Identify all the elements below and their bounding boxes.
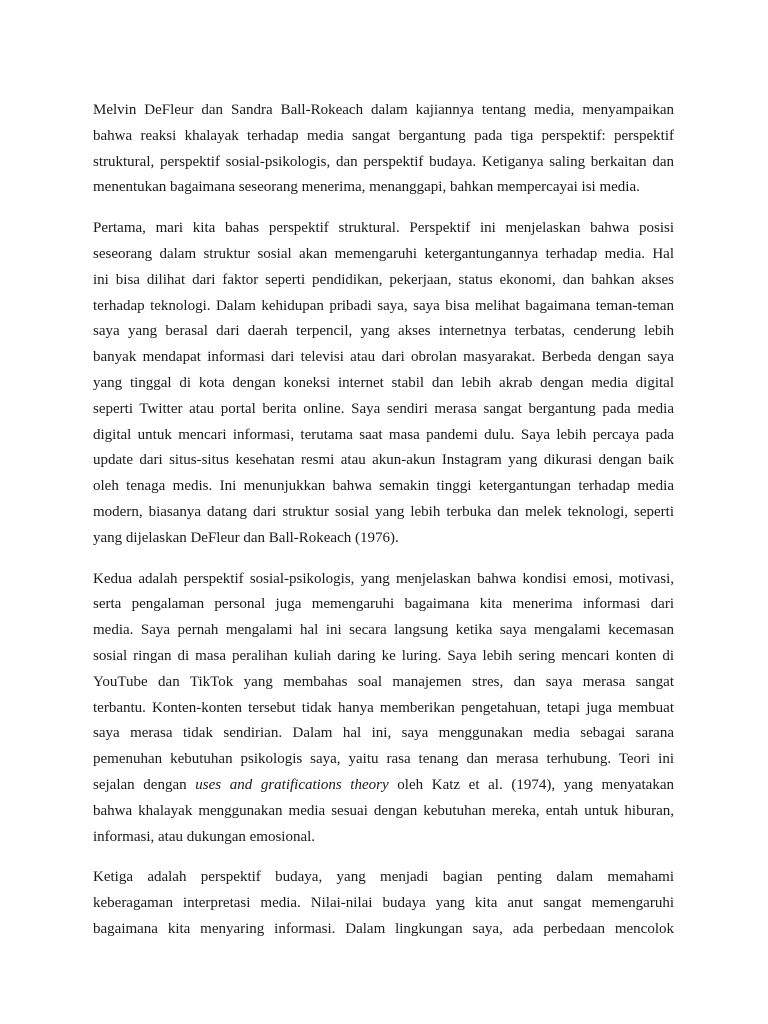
- text-line: saya merasa tidak sendirian. Dalam hal ini, saya menggunakan media sebagai sarana: [93, 725, 674, 742]
- text-line: oleh tenaga medis. Ini menunjukkan bahwa semakin tinggi ketergantungan terhadap media: [93, 478, 674, 495]
- text-line: media. Saya pernah mengalami hal ini secara langsung ketika saya mengalami kecemasan: [93, 622, 674, 639]
- text-line: bagaimana kita menyaring informasi. Dalam lingkungan saya, ada perbedaan mencolok: [93, 920, 674, 937]
- text-line: terhadap teknologi. Dalam kehidupan pribadi saya, saya bisa melihat bagaimana teman-teman: [93, 297, 674, 314]
- theory-name: uses and gratifications theory: [195, 776, 389, 793]
- text-line: Ketiga adalah perspektif budaya, yang menjadi bagian penting dalam memahami: [93, 869, 674, 886]
- text-line: digital untuk mencari informasi, terutama saat masa pandemi dulu. Saya lebih percaya pada: [93, 426, 674, 443]
- text-line: keberagaman interpretasi media. Nilai-nilai budaya yang kita anut sangat memengaruhi: [93, 895, 674, 912]
- text-line: update dari situs-situs kesehatan resmi atau akun-akun Instagram yang dikurasi dengan baik: [93, 452, 674, 469]
- text-line-with-italic: [93, 773, 674, 799]
- text-line: serta pengalaman personal juga memengaruhi bagaimana kita menerima informasi dari: [93, 596, 674, 613]
- text-line: sosial ringan di masa peralihan kuliah daring ke luring. Saya lebih sering mencari konten di: [93, 647, 674, 664]
- text-line: informasi, atau dukungan emosional.: [93, 828, 316, 845]
- text-line: bahwa khalayak menggunakan media sesuai dengan kebutuhan mereka, entah untuk hiburan,: [93, 802, 674, 819]
- paragraph-cultural: [93, 865, 674, 942]
- text-line: Melvin DeFleur dan Sandra Ball-Rokeach dalam kajiannya tentang media, menyampaikan: [93, 102, 674, 118]
- text-fragment: oleh Katz et al. (1974), yang menyatakan: [388, 776, 674, 793]
- text-line: Pertama, mari kita bahas perspektif struktural. Perspektif ini menjelaskan bahwa posisi: [93, 220, 674, 237]
- text-line: yang dijelaskan DeFleur dan Ball-Rokeach (1976).: [93, 529, 399, 546]
- paragraph-structural: [93, 216, 674, 551]
- text-line: yang tinggal di kota dengan koneksi internet stabil dan lebih akrab dengan media digital: [93, 374, 674, 391]
- text-line: modern, biasanya datang dari struktur sosial yang lebih terbuka dan melek teknologi, seperti: [93, 503, 674, 520]
- text-line: Kedua adalah perspektif sosial-psikologis, yang menjelaskan bahwa kondisi emosi, motivasi,: [93, 570, 674, 587]
- text-line: YouTube dan TikTok yang membahas soal manajemen stres, dan saya merasa sangat: [93, 673, 674, 690]
- text-line: pemenuhan kebutuhan psikologis saya, yaitu rasa tenang dan merasa terhubung. Teori ini: [93, 751, 674, 768]
- text-fragment: sejalan dengan: [93, 776, 196, 793]
- text-line: terbantu. Konten-konten tersebut tidak hanya memberikan pengetahuan, tetapi juga membuat: [93, 699, 674, 716]
- text-line: banyak mendapat informasi dari televisi atau dari obrolan masyarakat. Berbeda dengan saya: [93, 349, 674, 366]
- paragraph-intro: [93, 98, 674, 201]
- text-line: seseorang dalam struktur sosial akan memengaruhi ketergantungannya terhadap media. Hal: [93, 245, 674, 262]
- text-line: struktural, perspektif sosial-psikologis, dan perspektif budaya. Ketiganya saling berkaitan dan: [93, 153, 674, 170]
- text-line: seperti Twitter atau portal berita online. Saya sendiri merasa sangat bergantung pada media: [93, 400, 674, 417]
- text-line: saya yang berasal dari daerah terpencil, yang akses internetnya terbatas, cenderung lebih: [93, 323, 674, 340]
- text-line: ini bisa dilihat dari faktor seperti pendidikan, pekerjaan, status ekonomi, dan bahkan akses: [93, 271, 674, 288]
- paragraph-social-psychological: [93, 567, 674, 851]
- text-line: menentukan bagaimana seseorang menerima, menanggapi, bahkan mempercayai isi media.: [93, 179, 640, 196]
- text-line: bahwa reaksi khalayak terhadap media sangat bergantung pada tiga perspektif: perspektif: [93, 127, 674, 144]
